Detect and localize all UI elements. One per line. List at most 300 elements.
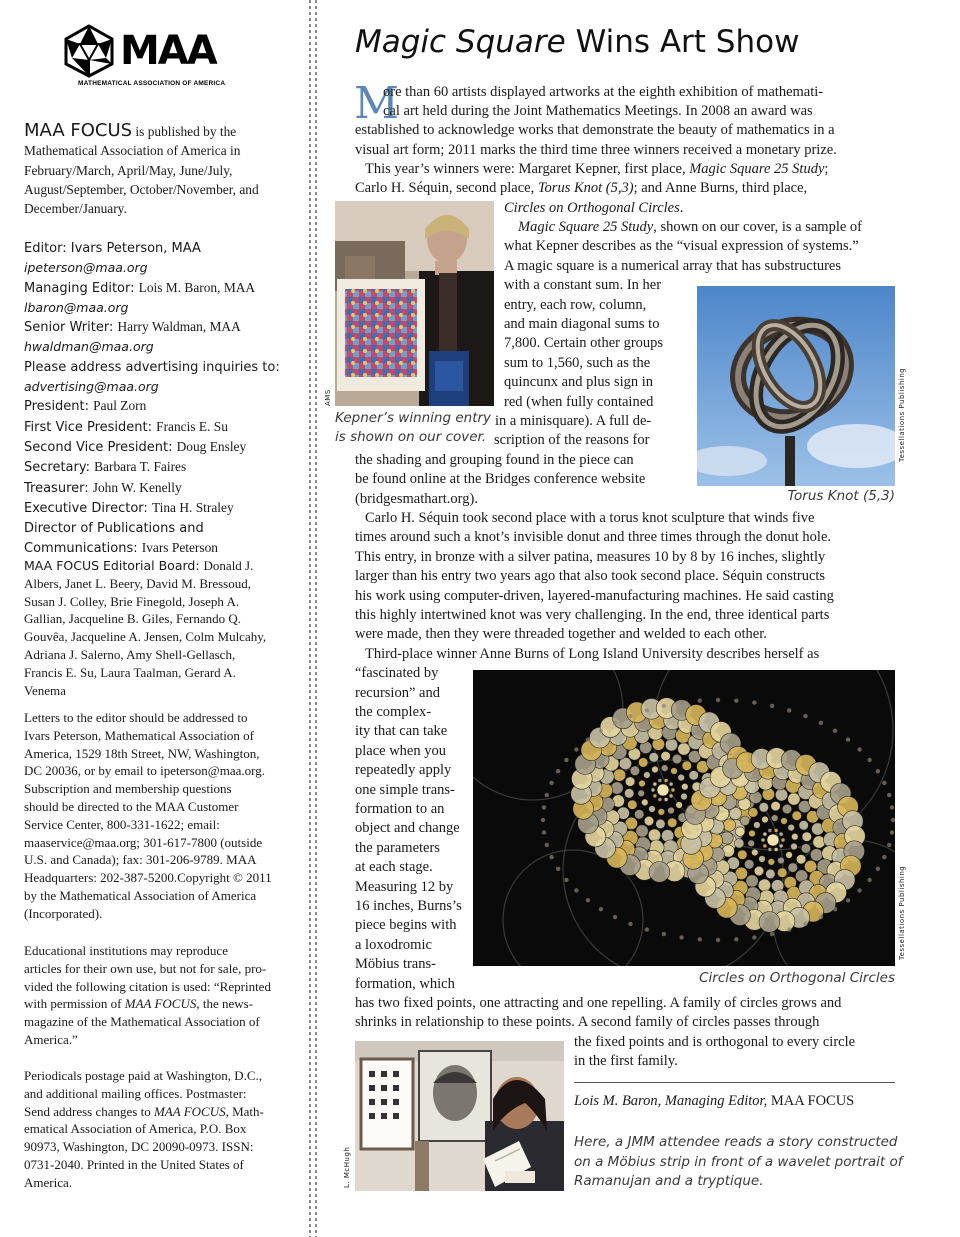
jmm-caption-line: Ramanujan and a tryptique.: [574, 1173, 764, 1189]
pub-line: December/January.: [24, 201, 127, 217]
repro-line: with permission of: [24, 996, 125, 1012]
letters-line: Subscription and membership questions: [24, 781, 232, 797]
artwork-circle: [759, 803, 769, 813]
artwork-circle: [549, 855, 553, 859]
maa-logo: [62, 24, 226, 90]
postage-line: and additional mailing offices. Postmaster:: [24, 1085, 247, 1101]
artwork-circle: [867, 878, 871, 882]
artwork-circle: [770, 704, 774, 708]
body-line: Carlo H. Séquin took second place with a torus knot sculpture that winds five: [365, 510, 815, 526]
postage-line: America.: [24, 1174, 73, 1190]
body-line: in the first family.: [574, 1053, 678, 1069]
artwork-circle: [810, 849, 822, 861]
artwork-circle: [599, 907, 603, 911]
staff-label: Please address advertising inquiries to:: [24, 359, 280, 375]
artwork-circle: [681, 793, 688, 800]
artwork-circle: [723, 819, 735, 831]
jmm-caption-line: Here, a JMM attendee reads a story constructed: [574, 1134, 898, 1150]
body-line: scription of the reasons for: [494, 432, 650, 448]
staff-label: Senior Writer:: [24, 320, 118, 336]
artwork-circle: [774, 848, 778, 852]
body-line: Third-place winner Anne Burns of Long Island University describes herself as: [365, 646, 820, 662]
artwork-circle: [658, 779, 662, 783]
staff-email[interactable]: advertising@maa.org: [24, 379, 159, 395]
artwork-circle: [638, 758, 648, 768]
body-line: Measuring 12 by: [355, 879, 454, 895]
staff-value: Ivars Peterson: [141, 540, 218, 556]
artwork-circle: [668, 807, 675, 814]
letters-line: by the Mathematical Association of America: [24, 887, 257, 903]
artwork-circle: [549, 781, 553, 785]
staff-label: Editor:: [24, 241, 71, 256]
artwork-circle: [768, 829, 772, 833]
body-line: ity that can take: [355, 723, 448, 739]
artwork-circle: [782, 804, 792, 814]
byline-name: Lois M. Baron, Managing Editor,: [574, 1093, 768, 1109]
kepner-photo-image: [335, 201, 494, 406]
service-email[interactable]: maaservice@maa.org;: [24, 834, 141, 850]
kepner-caption-line: Kepner’s winning entry: [335, 410, 492, 426]
artwork-circle: [748, 840, 755, 847]
editorial-board: [24, 557, 296, 699]
artwork-circle: [819, 721, 823, 725]
artwork-circle: [649, 806, 656, 813]
body-line: (bridgesmathart.org).: [355, 491, 478, 507]
repro-line: vided the following citation is used: “Reprinted: [24, 978, 271, 994]
artwork-circle: [664, 779, 668, 783]
artwork-circle: [645, 708, 649, 712]
artwork-circle: [661, 751, 671, 761]
reproduction-notice: [24, 942, 296, 1049]
artwork-circle: [752, 700, 756, 704]
body-text: .: [679, 200, 684, 216]
artwork-circle: [867, 758, 871, 762]
body-line: his work using computer-driven, layered-manufacturing machines. He said casting: [355, 588, 834, 604]
body-line: the complex-: [355, 704, 432, 720]
artwork-circle: [545, 793, 549, 797]
artwork-circle: [624, 789, 634, 799]
letters-line: U.S. and Canada); fax: 301-206-9789. MAA: [24, 852, 257, 868]
body-text: ; and Anne Burns, third place,: [633, 180, 808, 196]
artwork-circle: [669, 794, 673, 798]
postage-line: Periodicals postage paid at Washington, D.C.,: [24, 1068, 263, 1083]
artwork-circle: [672, 754, 682, 764]
artwork-title: Circles on Orthogonal Circles: [504, 200, 680, 216]
artwork-circle: [658, 798, 662, 802]
artwork-circle: [667, 818, 677, 828]
circles-artwork: [473, 670, 895, 966]
artwork-circle: [778, 857, 785, 864]
body-line: 16 inches, Burns’s: [355, 898, 462, 914]
artwork-circle: [752, 935, 756, 939]
body-line: formation, which: [355, 976, 455, 992]
body-line: and main diagonal sums to: [504, 316, 660, 332]
artwork-circle: [649, 753, 659, 763]
letters-line: 301-617-7800 (outside: [140, 834, 263, 850]
artwork-circle: [738, 850, 748, 860]
letters-line: should be directed to the MAA Customer: [24, 798, 239, 814]
repro-line: America.”: [24, 1031, 78, 1047]
board-line: Venema: [24, 682, 66, 698]
artwork-circle: [882, 781, 886, 785]
artwork-circle: [763, 844, 767, 848]
body-line: one simple trans-: [355, 782, 455, 798]
artwork-title: Magic Square 25 Study: [518, 219, 654, 235]
artwork-circle: [763, 832, 767, 836]
body-line: were made, then they were threaded together and welded to each other.: [355, 626, 767, 642]
board-line: Francis E. Su, Laura Taalman, Gerard A.: [24, 664, 236, 680]
artwork-circle: [641, 799, 648, 806]
artwork-circle: [788, 824, 795, 831]
artwork-circle: [786, 852, 793, 859]
artwork-circle: [649, 862, 670, 883]
torus-caption: Torus Knot (5,3): [787, 488, 895, 504]
staff-label: Communications:: [24, 541, 142, 557]
artwork-circle: [846, 898, 850, 902]
letters-line: DC 20036, or by email to: [24, 763, 161, 779]
artwork-circle: [678, 774, 685, 781]
artwork-circle: [777, 868, 787, 878]
artwork-circle: [653, 794, 657, 798]
artwork-circle: [644, 772, 651, 779]
artwork-circle: [574, 747, 578, 751]
artwork-circle: [734, 699, 738, 703]
body-line: cal art held during the Joint Mathematics Meetings. In 2008 an award was: [383, 103, 813, 119]
artwork-circle: [768, 859, 775, 866]
artwork-circle: [665, 739, 677, 751]
staff-value: Barbara T. Faires: [94, 459, 187, 475]
artwork-circle: [630, 766, 640, 776]
artwork-circle: [628, 714, 632, 718]
torus-knot-image: [697, 286, 895, 486]
body-line: entry, each row, column,: [504, 297, 647, 313]
staff-email[interactable]: lbaron@maa.org: [24, 299, 129, 315]
body-line: repeatedly apply: [355, 762, 452, 778]
artwork-circle: [781, 838, 785, 842]
staff-value: Paul Zorn: [93, 398, 147, 414]
letters-line: Ivars Peterson, Mathematical Association of: [24, 727, 254, 743]
artwork-circle: [771, 815, 778, 822]
artwork-circle: [638, 790, 645, 797]
artwork-circle: [882, 855, 886, 859]
body-line: 7,800. Certain other groups: [504, 335, 664, 351]
artwork-circle: [648, 829, 660, 841]
photo-credit: AMS: [324, 389, 332, 406]
artwork-circle: [779, 844, 783, 848]
letters-line: America, 1529 18th Street, NW, Washington,: [24, 745, 260, 761]
artwork-circle: [599, 729, 603, 733]
artwork-circle: [634, 810, 644, 820]
artwork-circle: [771, 801, 781, 811]
artwork-circle: [857, 888, 861, 892]
photo-credit: Tessellations Publishing: [898, 367, 906, 462]
artwork-circle: [759, 856, 766, 863]
artwork-circle: [791, 843, 798, 850]
pub-name: MAA FOCUS: [24, 120, 133, 141]
postage-line: 0731-2040. Printed in the United States of: [24, 1156, 244, 1172]
artwork-circle: [740, 816, 750, 826]
artwork-circle: [628, 800, 638, 810]
body-line: be found online at the Bridges conference website: [355, 471, 646, 487]
body-line: piece begins with: [355, 917, 457, 933]
body-line: [518, 218, 862, 237]
artwork-circle: [799, 821, 809, 831]
staff-email[interactable]: hwaldman@maa.org: [24, 339, 154, 355]
artwork-circle: [758, 879, 770, 891]
artwork-circle: [887, 793, 891, 797]
body-line: larger than his entry two years ago that also took second place. Séquin constructs: [355, 568, 826, 584]
body-text: , shown on our cover, is a sample of: [653, 219, 863, 235]
postage-line: 90973, Washington, DC 20090-0973. ISSN:: [24, 1139, 254, 1155]
artwork-circle: [770, 932, 774, 936]
artwork-circle: [658, 809, 665, 816]
repro-line: magazine of the Mathematical Association of: [24, 1014, 260, 1030]
torus-knot-photo: [697, 286, 895, 486]
jmm-attendee-photo: [355, 1041, 564, 1191]
artwork-circle: [787, 927, 791, 931]
artwork-circle: [681, 783, 688, 790]
body-line: recursion” and: [355, 685, 440, 701]
body-line: formation to an: [355, 801, 445, 817]
byline-pub: MAA FOCUS: [767, 1093, 855, 1109]
artwork-circle: [734, 937, 738, 941]
body-line: A magic square is a numerical array that has substructures: [504, 258, 842, 274]
artwork-circle: [689, 771, 699, 781]
repro-line: , the news-: [196, 996, 254, 1012]
logo-wordmark: MAA: [120, 28, 216, 74]
body-line: ore than 60 artists displayed artworks at the eighth exhibition of mathemati-: [383, 84, 824, 100]
logo-subtitle: MATHEMATICAL ASSOCIATION OF AMERICA: [78, 80, 226, 87]
body-line: in a minisquare). A full de-: [495, 413, 652, 429]
artwork-circle: [751, 849, 758, 856]
staff-label: Executive Director:: [24, 500, 152, 516]
board-line: Albers, Janet L. Beery, David M. Bressoud,: [24, 575, 251, 591]
artwork-circle: [698, 937, 702, 941]
body-line: [504, 199, 683, 218]
artwork-circle: [775, 789, 787, 801]
artwork-circle: [748, 808, 758, 818]
letters-line: (Incorporated).: [24, 905, 103, 921]
staff-value: John W. Kenelly: [92, 479, 182, 495]
artwork-circle: [876, 867, 880, 871]
artwork-circle: [679, 935, 683, 939]
body-line: red (when fully contained: [504, 394, 654, 410]
pub-line: August/September, October/November, and: [24, 181, 259, 197]
artwork-circle: [664, 798, 668, 802]
staff-label: Director of Publications and: [24, 521, 204, 537]
kepner-photo: [335, 201, 494, 406]
artwork-circle: [891, 818, 895, 822]
artwork-circle: [662, 932, 666, 936]
body-line: the parameters: [355, 840, 440, 856]
masthead-sidebar: [0, 0, 305, 1237]
board-label: MAA FOCUS Editorial Board:: [24, 558, 204, 573]
body-text: Carlo H. Séquin, second place,: [355, 180, 538, 196]
drop-cap: M: [354, 78, 400, 129]
body-line: this highly intertwined knot was very challenging. In the end, three identical parts: [355, 607, 830, 623]
body-line: place when you: [355, 743, 446, 759]
byline-rule: [574, 1082, 895, 1083]
artwork-circle: [744, 860, 754, 870]
artwork-circle: [662, 704, 666, 708]
artwork-circle: [542, 830, 546, 834]
artwork-circle: [768, 848, 772, 852]
artwork-circle: [857, 747, 861, 751]
artwork-circle: [542, 805, 546, 809]
letters-email[interactable]: ipeterson@maa.org.: [160, 763, 266, 779]
pub-line: Mathematical Association of America in: [24, 143, 241, 159]
body-line: established to acknowledge works that demonstrate the beauty of mathematics in a: [355, 122, 835, 138]
artwork-circle: [833, 907, 837, 911]
artwork-circle: [787, 708, 791, 712]
postage-line: ematical Association of America, P.O. Box: [24, 1121, 247, 1137]
body-line: with a constant sum. In her: [504, 277, 662, 293]
jmm-attendee-image: [355, 1041, 564, 1191]
kepner-caption-line: is shown on our cover.: [335, 429, 487, 445]
artwork-circle: [796, 854, 806, 864]
artwork-circle: [653, 782, 657, 786]
artwork-title: Magic Square 25 Study: [689, 161, 825, 177]
artwork-circle: [556, 769, 560, 773]
artwork-circle: [759, 912, 780, 933]
artwork-circle: [803, 922, 807, 926]
body-line: has two fixed points, one attracting and one repelling. A family of circles grows and: [355, 995, 842, 1011]
artwork-circle: [833, 729, 837, 733]
artwork-circle: [656, 819, 666, 829]
artwork-circle: [890, 805, 894, 809]
artwork-circle: [767, 834, 779, 846]
artwork-circle: [788, 863, 798, 873]
postage-line: Send address changes to: [24, 1103, 154, 1119]
artwork-circle: [716, 938, 720, 942]
circles-caption: Circles on Orthogonal Circles: [699, 970, 895, 986]
artwork-circle: [645, 927, 649, 931]
artwork-circle: [791, 833, 798, 840]
artwork-circle: [876, 769, 880, 773]
artwork-circle: [613, 721, 617, 725]
artwork-title: Torus Knot (5,3): [537, 180, 634, 196]
artwork-circle: [781, 818, 788, 825]
title-rest: Wins Art Show: [565, 24, 800, 60]
artwork-circle: [556, 867, 560, 871]
artwork-circle: [762, 816, 769, 823]
body-line: “fascinated by: [355, 665, 439, 681]
artwork-circle: [669, 782, 673, 786]
artwork-circle: [802, 832, 812, 842]
body-line: times around such a knot’s invisible donut and three times through the donut hole.: [355, 529, 832, 545]
body-line: a loxodromic: [355, 937, 432, 953]
letters-info: [24, 709, 296, 923]
circles-artwork-image: [473, 670, 895, 966]
postage-line: , Math-: [225, 1103, 264, 1119]
byline: [574, 1092, 854, 1111]
photo-credit: Tessellations Publishing: [898, 865, 906, 960]
artwork-circle: [792, 811, 802, 821]
artwork-circle: [735, 827, 745, 837]
body-line: [365, 160, 828, 179]
artwork-circle: [749, 830, 756, 837]
body-line: at each stage.: [355, 859, 433, 875]
artwork-circle: [676, 802, 683, 809]
staff-value: Francis E. Su: [156, 418, 228, 434]
artwork-circle: [698, 699, 702, 703]
staff-value: Lois M. Baron, MAA: [138, 279, 256, 295]
pub-line: February/March, April/May, June/July,: [24, 162, 233, 178]
staff-label: President:: [24, 399, 94, 415]
jmm-caption-line: on a Möbius strip in front of a wavelet portrait of: [574, 1154, 903, 1170]
artwork-circle: [801, 844, 811, 854]
artwork-circle: [628, 922, 632, 926]
body-line: quincunx and plus sign in: [504, 374, 654, 390]
artwork-circle: [779, 832, 783, 836]
body-line: This entry, in bronze with a silver patina, measures 10 by 8 by 16 inches, slightly: [355, 549, 826, 565]
artwork-circle: [564, 878, 568, 882]
publication-statement: [24, 121, 296, 218]
staff-value: Tina H. Straley: [151, 499, 234, 515]
staff-value: Harry Waldman, MAA: [117, 319, 241, 335]
artwork-circle: [586, 738, 590, 742]
letters-line: Letters to the editor should be addressed to: [24, 710, 248, 725]
article-title: [355, 24, 799, 60]
artwork-circle: [639, 780, 646, 787]
artwork-circle: [819, 915, 823, 919]
staff-label: Secretary:: [24, 460, 95, 476]
artwork-circle: [803, 714, 807, 718]
board-line: Adriana J. Salerno, Amy Shell-Gellasch,: [24, 646, 236, 662]
staff-email[interactable]: ipeterson@maa.org: [24, 260, 148, 276]
body-line: what Kepner describes as the “visual expression of systems.”: [504, 238, 859, 254]
postage-notice: [24, 1067, 296, 1192]
letters-line: Headquarters: 202-387-5200.Copyright © 2011: [24, 870, 272, 886]
body-line: shrinks in relationship to these points. A second family of circles passes through: [355, 1014, 820, 1030]
board-line: Gallian, Jacqueline B. Giles, Fernando Q.: [24, 611, 241, 627]
artwork-circle: [716, 698, 720, 702]
artwork-circle: [586, 898, 590, 902]
body-line: visual art form; 2011 marks the third time three winners received a monetary prize.: [355, 142, 837, 158]
artwork-circle: [754, 822, 761, 829]
artwork-circle: [766, 869, 776, 879]
body-line: Möbius trans-: [355, 956, 436, 972]
staff-value: Ivars Peterson, MAA: [70, 241, 201, 256]
artwork-circle: [541, 818, 545, 822]
staff-label: Treasurer:: [24, 480, 93, 496]
body-line: sum to 1,560, such as the: [504, 355, 651, 371]
artwork-circle: [754, 866, 764, 876]
staff-value: Doug Ensley: [176, 438, 247, 454]
postage-focus: MAA FOCUS: [153, 1103, 226, 1119]
artwork-circle: [545, 843, 549, 847]
staff-label: Second Vice President:: [24, 439, 177, 455]
artwork-circle: [671, 788, 675, 792]
artwork-circle: [651, 788, 655, 792]
artwork-circle: [682, 761, 692, 771]
artwork-circle: [644, 816, 654, 826]
board-line: Gouvêa, Jacqueline A. Jensen, Colm Mulcahy,: [24, 629, 267, 645]
artwork-circle: [890, 830, 894, 834]
body-text: ;: [824, 161, 829, 177]
artwork-circle: [887, 843, 891, 847]
body-line: [355, 179, 807, 198]
body-line: the shading and grouping found in the piece can: [355, 452, 634, 468]
artwork-circle: [734, 839, 744, 849]
maa-icosahedron-logo: [62, 24, 116, 78]
artwork-circle: [652, 766, 659, 773]
artwork-circle: [564, 758, 568, 762]
photo-credit: L. McHugh: [343, 1146, 351, 1188]
pub-rest: is published by the: [132, 124, 237, 139]
body-line: the fixed points and is orthogonal to every circle: [574, 1034, 856, 1050]
letters-line: Service Center, 800-331-1622; email:: [24, 816, 220, 832]
